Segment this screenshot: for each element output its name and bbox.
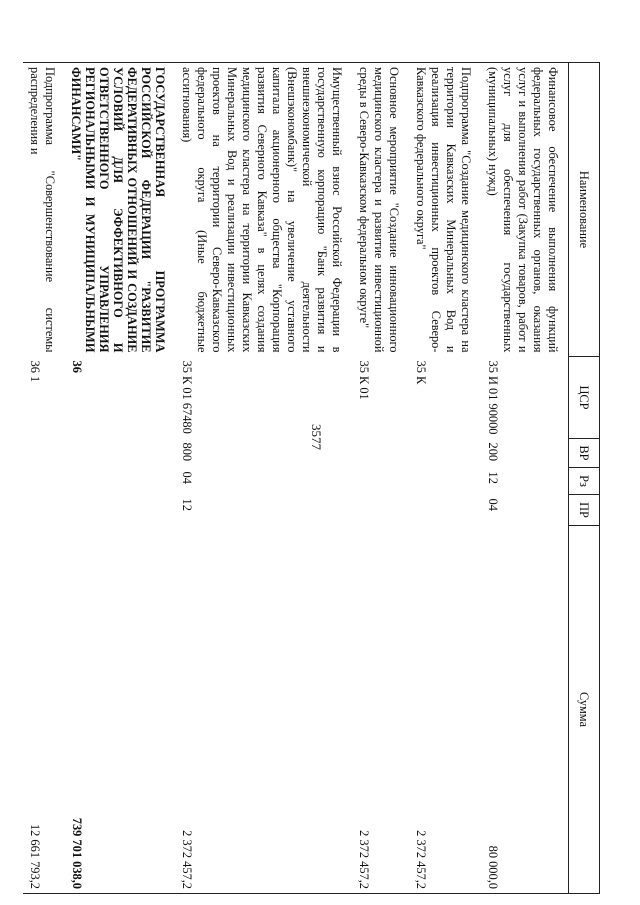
page-number: 3577 [309,424,324,450]
row-pr [23,495,65,526]
header-sum: Сумма [569,526,600,894]
row-name: Имущественный взнос Российской Федерации в государственную корпорацию "Банк развития и внешнеэкономической деятельности (Внешэкономбанк)" на увеличение уставного капитала акционерного общества "Корпорация развития Северного Кавказа" в целях создания медицинского кластера на территории Кавказских Минеральных Вод и реализации инвестиционных проектов на территории Северо-Кавказского федерального округа (Иные бюджетные ассигнования) [175,63,352,357]
row-csr: 36 [70,360,84,373]
row-vr: 200 [486,442,500,462]
row-name: Подпрограмма "Создание медицинского кластера на территории Кавказских Минеральных Вод и реализация инвестиционных проектов Северо-Кавказского федерального округа" [409,63,481,357]
header-vr: ВР [569,439,600,468]
table-row [481,63,569,894]
row-pr [352,495,409,526]
header-csr: ЦСР [569,357,600,439]
row-rz: 04 [180,471,194,484]
row-pr [65,495,175,526]
row-csr: 35 К [414,360,428,385]
row-vr [352,439,409,468]
row-rz: 12 [486,471,500,484]
row-pr [409,495,481,526]
table-header-row [569,63,600,894]
row-vr [23,439,65,468]
header-rz: Рз [569,468,600,495]
row-sum: 12 661 793,2 [23,526,65,894]
row-rz [23,468,65,495]
table-row [409,63,481,894]
table-row [352,63,409,894]
row-sum: 739 701 038,0 [65,526,175,894]
header-pr: ПР [569,495,600,526]
table-row [175,63,352,894]
row-sum: 2 372 457,2 [352,526,409,894]
row-sum: 80 000,0 [481,526,569,894]
row-vr [409,439,481,468]
row-csr: 35 К 01 [357,360,371,400]
row-rz [352,468,409,495]
row-pr: 12 [180,498,194,511]
row-csr: 35 И 01 90000 [486,360,500,435]
row-csr: 35 К 01 67480 [180,360,194,434]
row-name: ГОСУДАРСТВЕННАЯ ПРОГРАММА РОССИЙСКОЙ ФЕДЕРАЦИИ "РАЗВИТИЕ ФЕДЕРАТИВНЫХ ОТНОШЕНИЙ И СОЗДАНИЕ УСЛОВИЙ ДЛЯ ЭФФЕКТИВНОГО И ОТВЕТСТВЕННОГО УПРАВЛЕНИЯ РЕГИОНАЛЬНЫМИ И МУНИЦИПАЛЬНЫМИ ФИНАНСАМИ" [65,63,175,357]
budget-table-sheet [28,62,600,894]
row-name: Основное мероприятие "Создание инновационного медицинского кластера и развитие инвестиционной среды в Северо-Кавказском федеральном округе" [352,63,409,357]
row-sum: 2 372 457,2 [409,526,481,894]
row-sum: 2 372 457,2 [175,526,352,894]
header-name: Наименование [569,63,600,357]
row-name: Финансовое обеспечение выполнения функций федеральных государственных органов, оказания услуг и выполнения работ (Закупка товаров, работ и услуг для обеспечения государственных (муниципальных) нужд) [481,63,569,357]
row-rz [409,468,481,495]
row-pr: 04 [486,498,500,511]
table-row [23,63,65,894]
table-row [65,63,175,894]
budget-table [23,62,600,894]
row-vr [65,439,175,468]
row-vr: 800 [180,442,194,462]
row-rz [65,468,175,495]
row-name: Подпрограмма "Совершенствование системы распределения и [23,63,65,357]
row-csr: 36 1 [28,360,42,383]
